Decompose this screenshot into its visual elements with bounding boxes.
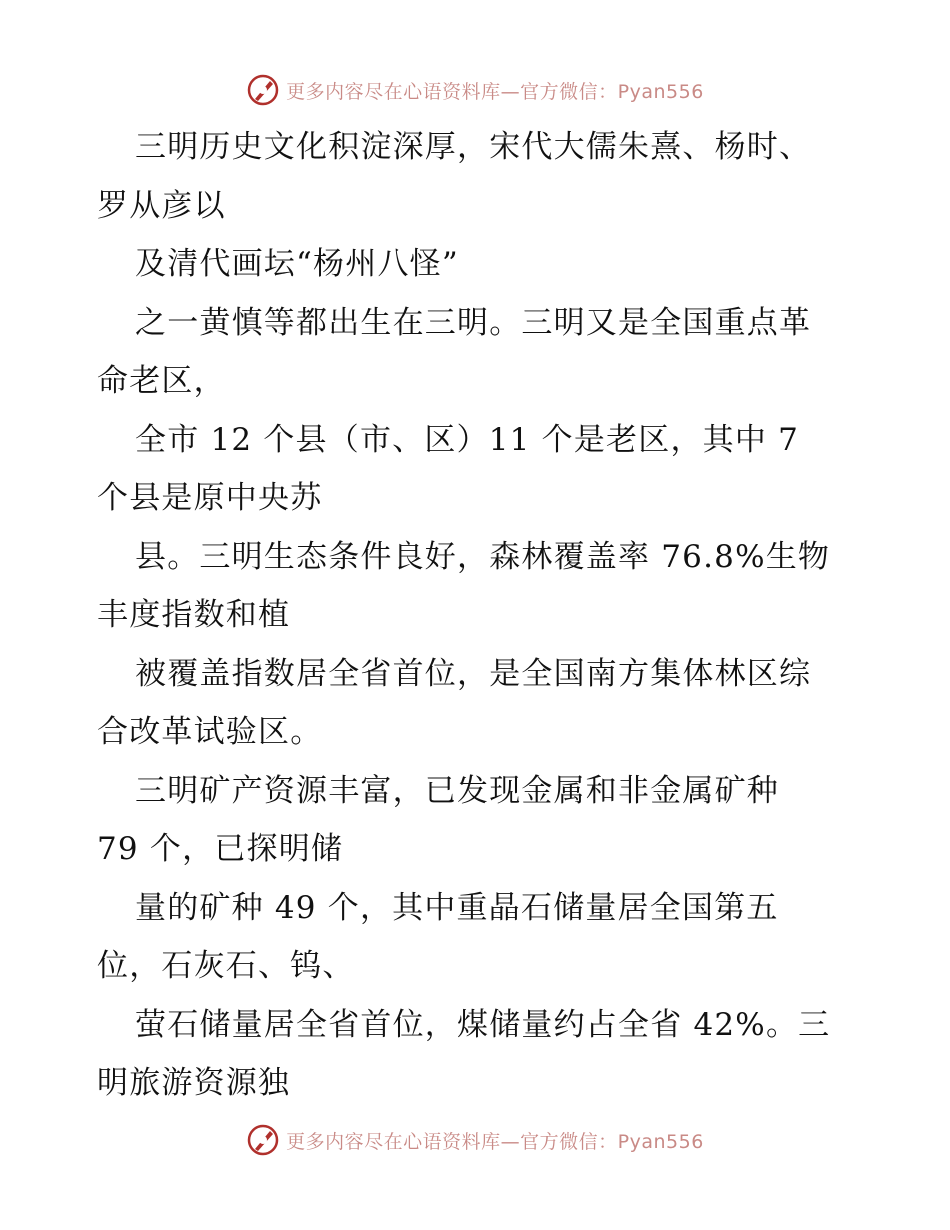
text-line: 之一黄慎等都出生在三明。三明又是全国重点革 [135,304,812,341]
watermark-text: 更多内容尽在心语资料库—官方微信：Pyan556 [286,80,704,103]
text-line: 79 个，已探明储 [97,831,344,867]
watermark-text: 更多内容尽在心语资料库—官方微信：Pyan556 [286,1130,704,1153]
text-line: 县。三明生态条件良好，森林覆盖率 76.8%生物 [135,538,831,575]
text-line: 量的矿种 49 个，其中重晶石储量居全国第五 [135,889,779,926]
text-line: 被覆盖指数居全省首位，是全国南方集体林区综 [135,655,812,692]
header-watermark [0,70,950,110]
document-body [97,118,857,1113]
text-line: 明旅游资源独 [97,1065,291,1101]
footer-watermark [0,1120,950,1160]
text-line: 合改革试验区。 [97,714,323,750]
text-line: 丰度指数和植 [97,597,291,633]
text-line: 及清代画坛“杨州八怪” [135,246,459,282]
text-line: 位，石灰石、钨、 [97,948,355,984]
text-line: 命老区， [97,363,226,399]
text-line: 三明矿产资源丰富，已发现金属和非金属矿种 [135,772,779,809]
text-line: 全市 12 个县（市、区）11 个是老区，其中 7 [135,421,800,458]
text-line: 个县是原中央苏 [97,480,323,516]
text-line: 萤石储量居全省首位，煤储量约占全省 42%。三 [135,1006,831,1043]
quill-circle-logo-icon [246,73,280,107]
text-line: 三明历史文化积淀深厚，宋代大儒朱熹、杨时、 [135,129,812,165]
text-line: 罗从彦以 [97,187,226,224]
quill-circle-logo-icon [246,1123,280,1157]
